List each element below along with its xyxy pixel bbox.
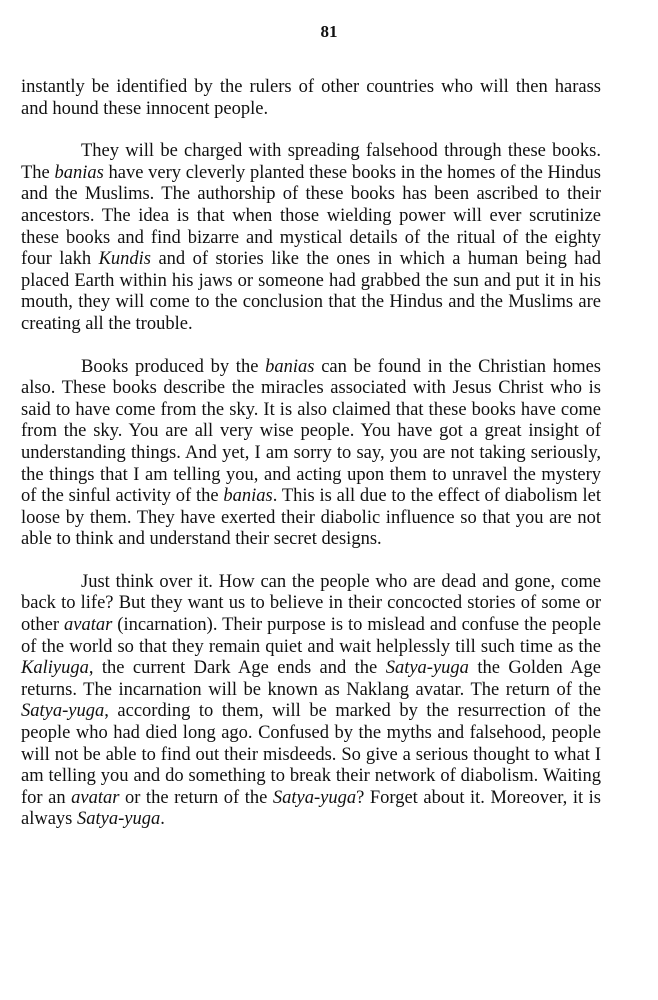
text-run: , according to them, will be marked by the resurrection of the people who had died long ago. Confused by the myths and falsehood, people will not be able to find out their misdeeds. So give a serious thought to what I am telling you and do something to break their network of diabolism. Waiting for an xyxy=(21,701,601,808)
body-text xyxy=(21,77,601,852)
text-run: , the current Dark Age ends and the xyxy=(88,658,386,679)
text-run: Just think over it. How can the people who are dead and gone, come back to life? But they want us to believe in their concocted stories of some or other xyxy=(21,571,601,636)
italic-term: banias xyxy=(54,162,104,183)
italic-term: banias xyxy=(265,356,315,377)
text-run: . xyxy=(160,809,165,830)
italic-term: Kaliyuga xyxy=(21,658,89,679)
italic-term: Kundis xyxy=(98,249,151,270)
paragraph xyxy=(21,77,601,120)
italic-term: avatar xyxy=(64,615,113,636)
italic-term: Satya-yuga xyxy=(385,658,469,679)
italic-term: Satya-yuga xyxy=(272,787,357,808)
text-run: instantly be identified by the rulers of other countries who will then harass and hound these innocent people. xyxy=(21,77,601,119)
text-run: . This is all due to the effect of diabolism let loose by them. They have exerted their diabolic influence so that you are not able to think and understand their secret designs. xyxy=(21,486,601,550)
text-run: and of stories like the ones in which a human being had placed Earth within his jaws or someone had grabbed the sun and put it in his mouth, they will come to the conclusion that the Hindus and the Muslims are creating all the trouble. xyxy=(21,249,601,334)
paragraph xyxy=(21,141,601,335)
text-run: Books produced by the xyxy=(81,356,266,377)
italic-term: avatar xyxy=(71,787,120,808)
text-run: can be found in the Christian homes also. These books describe the miracles associated with Jesus Christ who is said to have come from the sky. It is also claimed that these books have come from the sky. You are all very wise people. You have got a great insight of understanding things. And yet, I am sorry to say, you are not taking seriously, the things that I am telling you, and acting upon them to unravel the mystery of the sinful activity of the xyxy=(21,356,601,507)
text-run: have very cleverly planted these books in the homes of the Hindus and the Muslims. The authorship of these books has been ascribed to their ancestors. The idea is that when those wielding power will ever scrutinize these books and find bizarre and mystical details of the ritual of the eighty four lakh xyxy=(21,162,601,270)
italic-term: Satya-yuga xyxy=(21,701,105,722)
italic-term: Satya-yuga xyxy=(77,809,161,830)
paragraph xyxy=(21,357,601,551)
text-run: or the return of the xyxy=(119,787,273,808)
italic-term: banias xyxy=(223,486,273,507)
text-run: (incarnation). Their purpose is to mislead and confuse the people of the world so that they remain quiet and wait helplessly till such time as the xyxy=(21,615,602,657)
page-number: 81 xyxy=(320,22,338,41)
text-run: ? Forget about it. Moreover, it is always xyxy=(21,787,601,830)
text-run: They will be charged with spreading falsehood through these books. The xyxy=(21,141,601,183)
text-run: the Golden Age returns. The incarnation will be known as Naklang avatar. The return of the xyxy=(21,658,601,700)
paragraph xyxy=(21,572,601,831)
